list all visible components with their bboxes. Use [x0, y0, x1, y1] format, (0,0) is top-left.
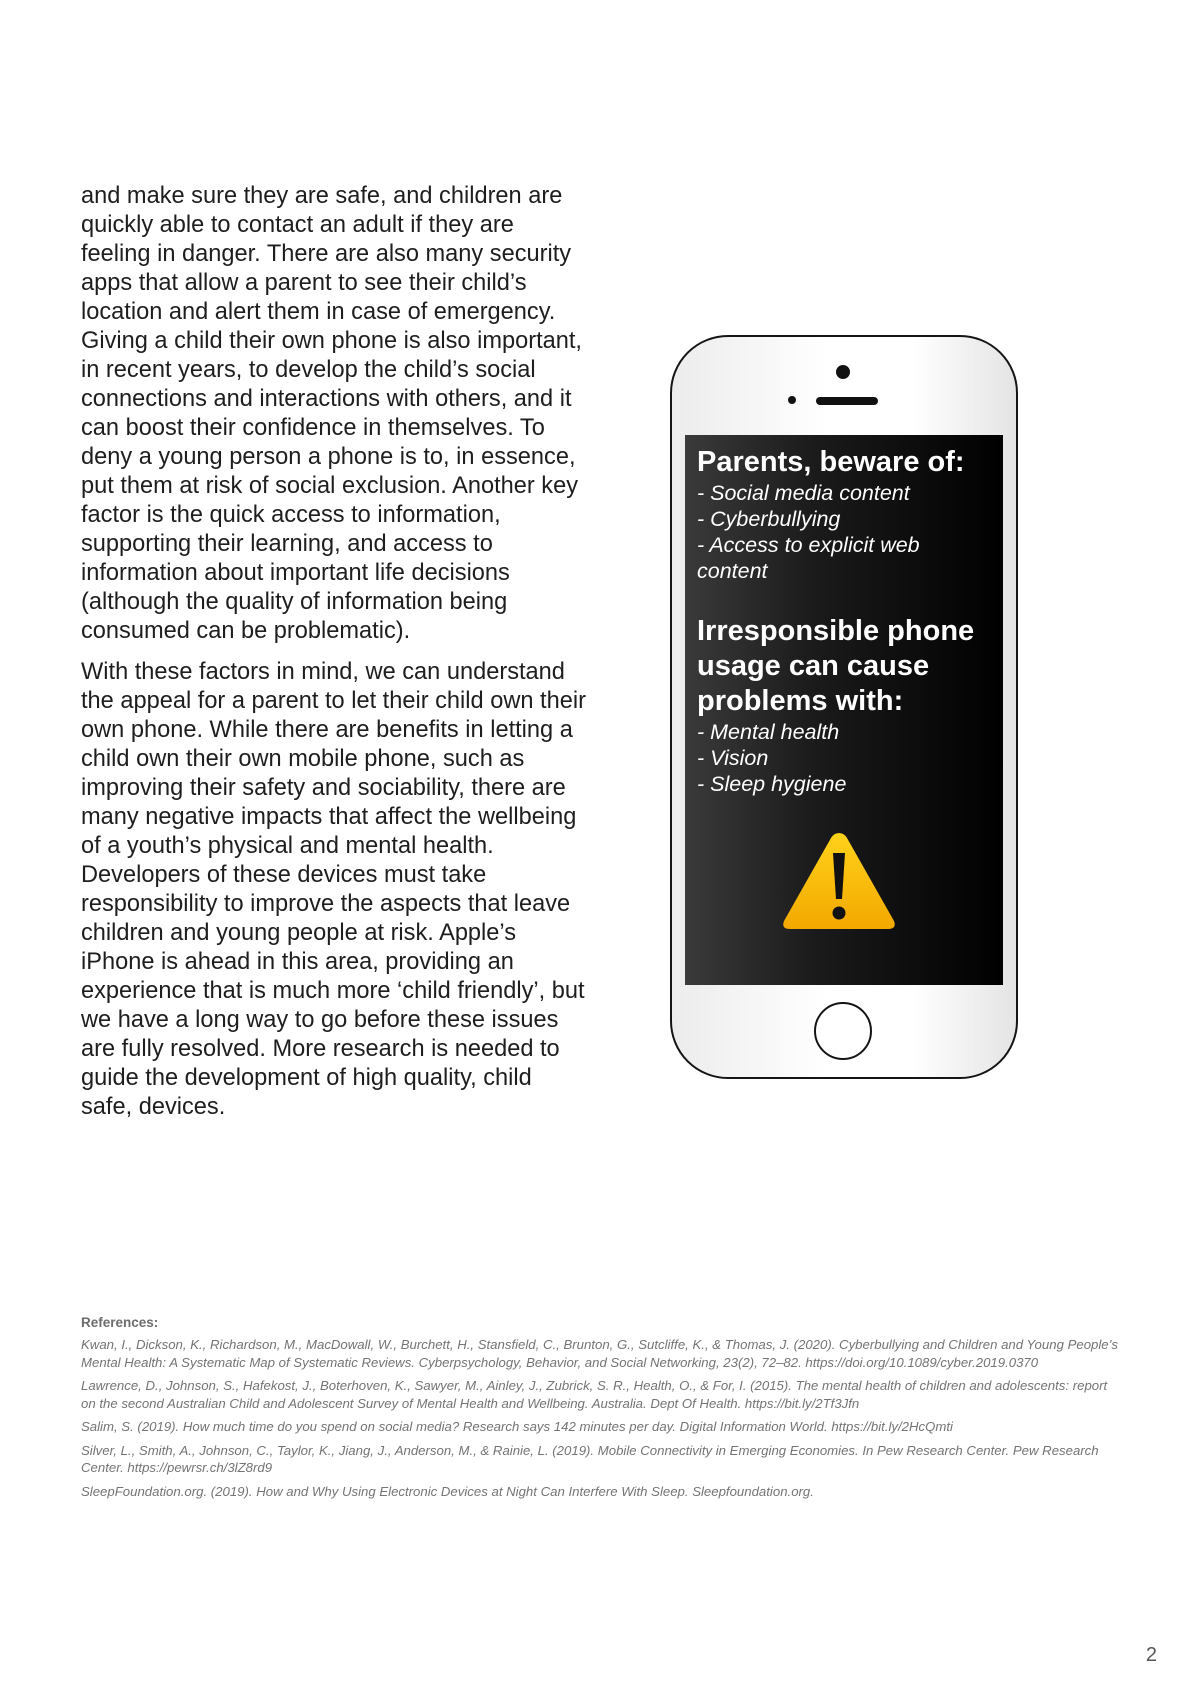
screen-heading-beware: Parents, beware of:	[697, 446, 965, 478]
screen-heading-problems: Irresponsible phone usage can cause problems with:	[697, 615, 975, 717]
camera-icon	[836, 365, 850, 379]
phone-illustration	[670, 335, 1018, 1079]
reference-item: Silver, L., Smith, A., Johnson, C., Taylor, K., Jiang, J., Anderson, M., & Rainie, L. (2019). Mobile Connectivity in Emerging Economies. In Pew Research Center. Pew Research Center. https://pewrsr.ch/3lZ8rd9	[81, 1442, 1099, 1475]
page-number: 2	[1145, 1644, 1157, 1666]
beware-list	[697, 480, 991, 584]
reference-item: Salim, S. (2019). How much time do you spend on social media? Research says 142 minutes per day. Digital Information World. https://bit.ly/2HcQmti	[81, 1419, 953, 1434]
body-text	[81, 182, 589, 1134]
body-paragraph: and make sure they are safe, and children are quickly able to contact an adult if they are feeling in danger. There are also many security apps that allow a parent to see their child’s location and alert them in case of emergency. Giving a child their own phone is also important, in recent years, to develop the child’s social connections and interactions with others, and it can boost their confidence in themselves. To deny a young person a phone is to, in essence, put them at risk of social exclusion. Another key factor is the quick access to information, supporting their learning, and access to information about important life decisions (although the quality of information being consumed can be problematic).	[81, 183, 582, 644]
warning-triangle-icon	[780, 829, 898, 933]
list-item: - Mental health	[697, 720, 840, 744]
list-item: - Access to explicit web content	[697, 533, 920, 583]
list-item: - Sleep hygiene	[697, 772, 847, 796]
references	[81, 1315, 1121, 1506]
phone-screen	[685, 435, 1003, 985]
references-title: References:	[81, 1315, 159, 1330]
sensor-icon	[788, 396, 796, 404]
problems-list	[697, 719, 991, 797]
reference-item: Lawrence, D., Johnson, S., Hafekost, J., Boterhoven, K., Sawyer, M., Ainley, J., Zubrick, S. R., Health, O., & For, I. (2015). The mental health of children and adolescents: report on the second Australian Child and Adolescent Survey of Mental Health and Wellbeing. Australia. Dept Of Health. https://bit.ly/2Tf3Jfn	[81, 1378, 1108, 1411]
home-button	[814, 1002, 872, 1060]
reference-item: Kwan, I., Dickson, K., Richardson, M., MacDowall, W., Burchett, H., Stansfield, C., Brunton, G., Sutcliffe, K., & Thomas, J. (2020). Cyberbullying and Children and Young People’s Mental Health: A Systematic Map of Systematic Reviews. Cyberpsychology, Behavior, and Social Networking, 23(2), 72–82. https://doi.org/10.1089/cyber.2019.0370	[81, 1337, 1118, 1370]
body-paragraph: With these factors in mind, we can understand the appeal for a parent to let their child own their own phone. While there are benefits in letting a child own their own mobile phone, such as improving their safety and sociability, there are many negative impacts that affect the wellbeing of a youth’s physical and mental health. Developers of these devices must take responsibility to improve the aspects that leave children and young people at risk. Apple’s iPhone is ahead in this area, providing an experience that is much more ‘child friendly’, but we have a long way to go before these issues are fully resolved. More research is needed to guide the development of high quality, child safe, devices.	[81, 659, 586, 1120]
speaker-icon	[816, 397, 878, 405]
list-item: - Cyberbullying	[697, 507, 841, 531]
list-item: - Vision	[697, 746, 769, 770]
reference-item: SleepFoundation.org. (2019). How and Why Using Electronic Devices at Night Can Interfere With Sleep. Sleepfoundation.org.	[81, 1483, 814, 1499]
list-item: - Social media content	[697, 481, 910, 505]
